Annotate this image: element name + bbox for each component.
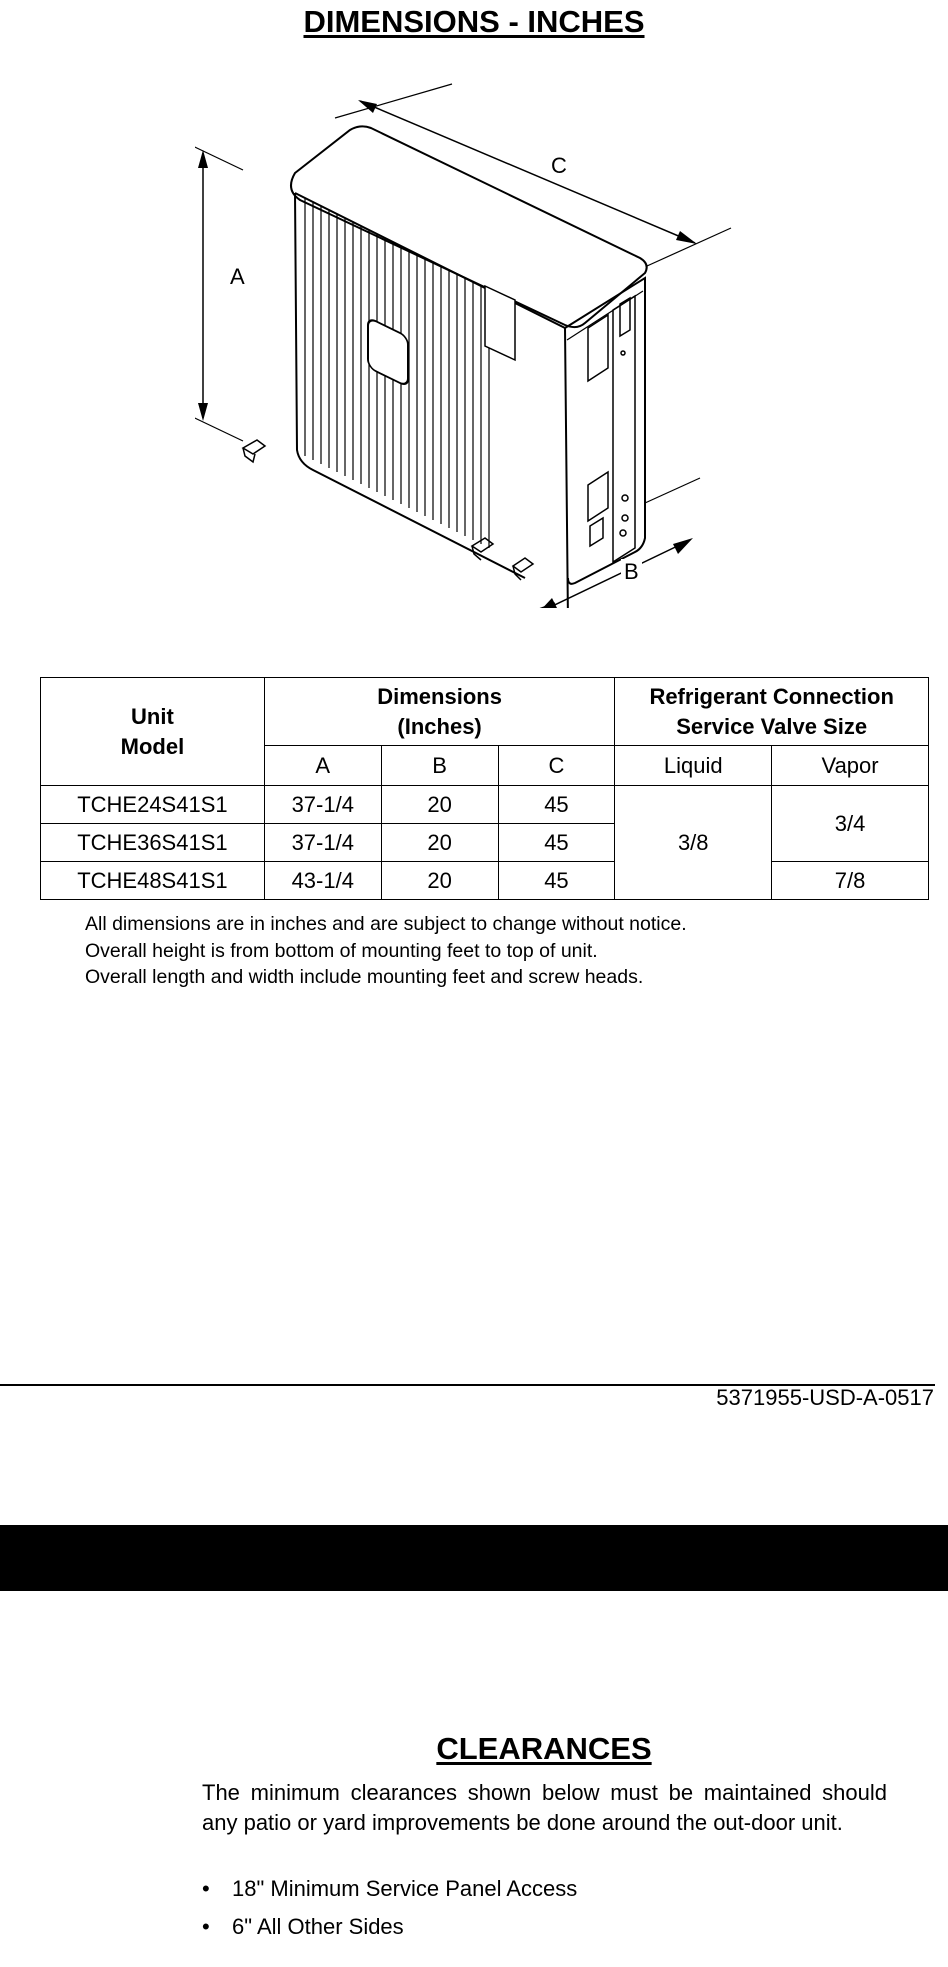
cell-vapor-small: 3/4 (772, 786, 929, 862)
service-panel (588, 296, 635, 562)
note-line: Overall height is from bottom of mounting feet to top of unit. (85, 939, 598, 962)
table-row (41, 786, 929, 824)
subheader-a: A (264, 746, 381, 786)
cell-b: 20 (381, 824, 498, 862)
clearances-title: CLEARANCES (436, 1731, 652, 1766)
mounting-foot (243, 440, 265, 462)
cell-liquid: 3/8 (615, 786, 772, 900)
list-item: • 6" All Other Sides (202, 1912, 577, 1950)
dimension-label-a: A (230, 264, 245, 289)
unit-logo-plate (368, 317, 408, 387)
cell-a: 43-1/4 (264, 862, 381, 900)
dimensions-title: DIMENSIONS - INCHES (303, 4, 645, 39)
cell-vapor-large: 7/8 (772, 862, 929, 900)
page-separator-band (0, 1525, 948, 1591)
table-row (41, 862, 929, 900)
header-unit-model: Unit Model (41, 678, 265, 786)
bullet-icon: • (202, 1914, 210, 1939)
dimension-label-c: C (548, 153, 570, 179)
cell-c: 45 (498, 786, 615, 824)
note-line: All dimensions are in inches and are subject to change without notice. (85, 913, 687, 935)
subheader-liquid: Liquid (615, 746, 772, 786)
document-number: 5371955-USD-A-0517 (716, 1385, 934, 1410)
dimension-label-b: B (621, 559, 642, 585)
bullet-icon: • (202, 1876, 210, 1901)
dimensions-table (40, 677, 929, 900)
table-notes (85, 911, 687, 991)
cell-c: 45 (498, 824, 615, 862)
subheader-b: B (381, 746, 498, 786)
note-line: Overall length and width include mounting feet and screw heads. (85, 966, 644, 988)
unit-side-face (565, 278, 645, 584)
header-refrigerant-connection: Refrigerant Connection Service Valve Size (615, 678, 929, 746)
clearances-paragraph: The minimum clearances shown below must be maintained should any patio or yard improvements be done around the out-door unit. (202, 1780, 887, 1835)
subheader-c: C (498, 746, 615, 786)
header-dimensions: Dimensions (Inches) (264, 678, 615, 746)
subheader-vapor: Vapor (772, 746, 929, 786)
cell-model: TCHE24S41S1 (41, 786, 265, 824)
unit-top-face (291, 126, 647, 327)
unit-label-plate (485, 286, 515, 360)
cell-model: TCHE48S41S1 (41, 862, 265, 900)
cell-c: 45 (498, 862, 615, 900)
list-item: • 18" Minimum Service Panel Access (202, 1874, 577, 1912)
unit-dimension-diagram (195, 78, 735, 608)
cell-model: TCHE36S41S1 (41, 824, 265, 862)
cell-a: 37-1/4 (264, 786, 381, 824)
cell-a: 37-1/4 (264, 824, 381, 862)
cell-b: 20 (381, 786, 498, 824)
clearances-list (202, 1874, 577, 1950)
cell-b: 20 (381, 862, 498, 900)
